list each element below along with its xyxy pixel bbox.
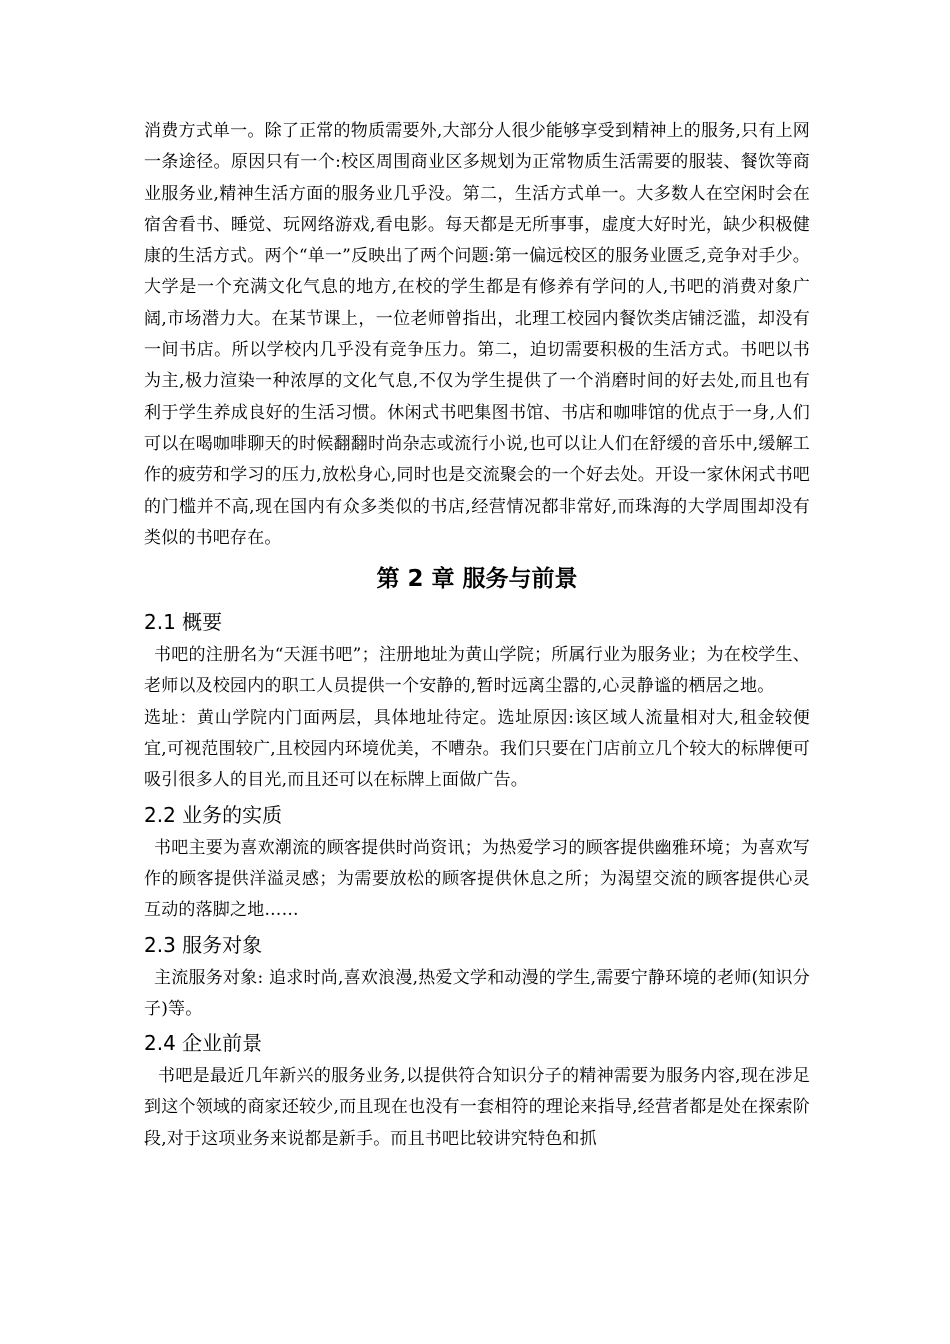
section-2-1-paragraph-2: 选址：黄山学院内门面两层，具体地址待定。选址原因:该区域人流量相对大,租金较便宜,可视范围较广,且校园内环境优美，不嘈杂。我们只要在门店前立几个较大的标牌便可吸引很多人的目光,而且还可以在标牌上面做广告。 (144, 707, 810, 791)
section-2-4-paragraph: 书吧是最近几年新兴的服务业务,以提供符合知识分子的精神需要为服务内容,现在涉足到这个领域的商家还较少,而且现在也没有一套相符的理论来指导,经营者都是处在探索阶段,对于这项业务来说都是新手。而且书吧比较讲究特色和抓 (144, 1066, 810, 1149)
section-2-2-paragraph: 书吧主要为喜欢潮流的顾客提供时尚资讯；为热爱学习的顾客提供幽雅环境；为喜欢写作的顾客提供洋溢灵感；为需要放松的顾客提供休息之所；为渴望交流的顾客提供心灵互动的落脚之地…… (144, 837, 810, 921)
section-heading-2-2: 2.2 业务的实质 (144, 802, 283, 827)
section-heading-2-3: 2.3 服务对象 (144, 932, 263, 957)
section-2-1-paragraph-1: 书吧的注册名为“天涯书吧”；注册地址为黄山学院；所属行业为服务业；为在校学生、老师以及校园内的职工人员提供一个安静的,暂时远离尘嚣的,心灵静谧的栖居之地。 (144, 645, 810, 697)
section-2-3-paragraph: 主流服务对象: 追求时尚,喜欢浪漫,热爱文学和动漫的学生,需要宁静环境的老师(知识分子)等。 (144, 967, 810, 1019)
section-heading-2-4: 2.4 企业前景 (144, 1031, 263, 1056)
chapter-title: 第 2 章 服务与前景 (376, 566, 578, 593)
intro-paragraph: 消费方式单一。除了正常的物质需要外,大部分人很少能够享受到精神上的服务,只有上网一条途径。原因只有一个:校区周围商业区多规划为正常物质生活需要的服装、餐饮等商业服务业,精神生活方面的服务业几乎没。第二，生活方式单一。大多数人在空闲时会在宿舍看书、睡觉、玩网络游戏,看电影。每天都是无所事事，虚度大好时光，缺少积极健康的生活方式。两个“单一”反映出了两个问题:第一偏远校区的服务业匮乏,竞争对手少。大学是一个充满文化气息的地方,在校的学生都是有修养有学问的人,书吧的消费对象广阔,市场潜力大。在某节课上，一位老师曾指出，北理工校园内餐饮类店铺泛滥，却没有一间书店。所以学校内几乎没有竞争压力。第二，迫切需要积极的生活方式。书吧以书为主,极力渲染一种浓厚的文化气息,不仅为学生提供了一个消磨时间的好去处,而且也有利于学生养成良好的生活习惯。休闲式书吧集图书馆、书店和咖啡馆的优点于一身,人们可以在喝咖啡聊天的时候翻翻时尚杂志或流行小说,也可以让人们在舒缓的音乐中,缓解工作的疲劳和学习的压力,放松身心,同时也是交流聚会的一个好去处。开设一家休闲式书吧的门槛并不高,现在国内有众多类似的书店,经营情况都非常好,而珠海的大学周围却没有类似的书吧存在。 (144, 121, 810, 548)
section-heading-2-1: 2.1 概要 (144, 610, 223, 635)
